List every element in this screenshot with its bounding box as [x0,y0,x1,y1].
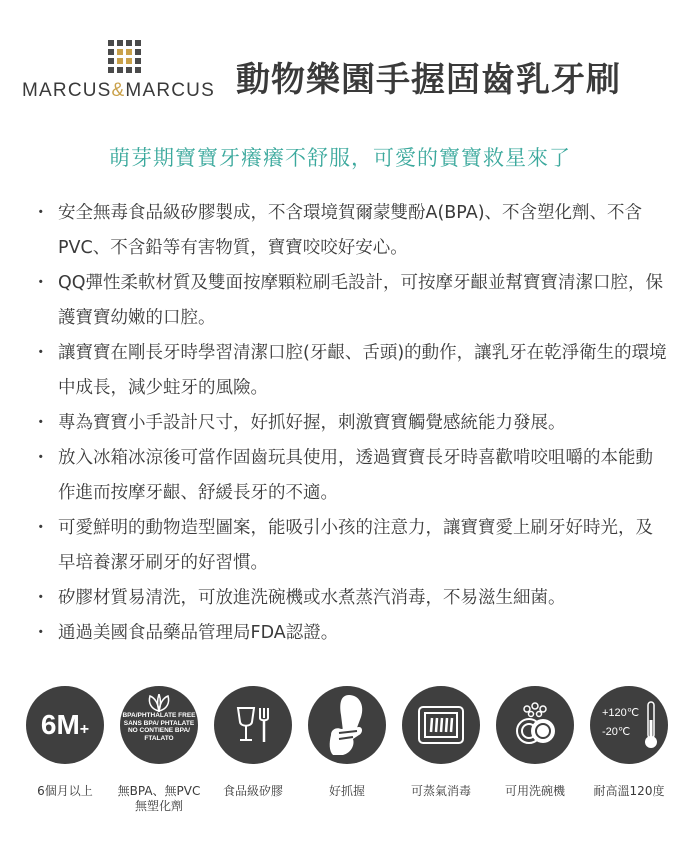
icon-caption-food-grade: 食品級矽膠 [222,784,283,798]
caption-line: 無塑化劑 [134,799,183,813]
feature-text: 專為寶寶小手設計尺寸，好抓好握，刺激寶寶觸覺感統能力發展。 [58,413,566,433]
feature-item [28,196,668,266]
feature-text: 通過美國食品藥品管理局FDA認證。 [58,623,339,643]
bpa-badge-line: BPA/PHTHALATE FREE [122,712,196,719]
icon-item-steam [396,686,486,799]
feature-text: 讓寶寶在剛長牙時學習清潔口腔(牙齦、舌頭)的動作，讓乳牙在乾淨衛生的環境中成長，減少蛀牙的風險。 [58,343,667,398]
caption-line: 無BPA、無PVC [117,784,201,798]
temp-low-label: -20℃ [602,726,631,738]
feature-text: 放入冰箱冰涼後可當作固齒玩具使用，透過寶寶長牙時喜歡啃咬咀嚼的本能動作進而按摩牙齦、舒緩長牙的不適。 [58,448,653,503]
icon-item-dishwasher [490,686,580,799]
feature-list [28,196,668,651]
logo-grid-icon [108,40,141,73]
product-title: 動物樂園手握固齒乳牙刷 [236,60,621,100]
steam-sterilizer-icon [402,686,480,764]
icon-item-food-grade [208,686,298,799]
age-badge-plus: + [79,721,90,738]
temp-high-label: +120℃ [602,707,640,719]
thermometer-icon [590,686,668,764]
temperature-range [602,706,639,738]
feature-item [28,406,668,441]
dishwasher-icon [496,686,574,764]
icon-caption-bpa-free [114,784,204,814]
icon-item-temperature [584,686,674,799]
brand-name [22,80,215,102]
feature-item [28,336,668,406]
feature-icons-row [20,686,670,816]
icon-item-age [20,686,110,799]
feature-text: QQ彈性柔軟材質及雙面按摩顆粒刷毛設計，可按摩牙齦並幫寶寶清潔口腔，保護寶寶幼嫩的口腔。 [58,273,664,328]
icon-caption-grip: 好抓握 [328,784,365,798]
bullet-mark: ・ [32,203,50,223]
age-badge-number: 6M [40,709,80,740]
icon-item-grip [302,686,392,799]
icon-item-bpa-free [114,686,204,814]
leaf-icon [144,694,174,712]
feature-item [28,441,668,511]
bullet-mark: ・ [32,518,50,538]
bpa-badge-line: SANS BPA/ PHTALATE [123,719,195,727]
bullet-mark: ・ [32,343,50,363]
hand-grip-icon [308,686,386,764]
feature-item [28,511,668,581]
icon-caption-steam: 可蒸氣消毒 [410,784,471,798]
bullet-mark: ・ [32,273,50,293]
icon-caption-age: 6個月以上 [37,784,93,798]
brand-name-left: MARCUS [22,80,112,101]
bullet-mark: ・ [32,448,50,468]
brand-ampersand: & [111,80,126,101]
feature-text: 矽膠材質易清洗，可放進洗碗機或水煮蒸汽消毒，不易滋生細菌。 [58,588,566,608]
feature-text: 可愛鮮明的動物造型圖案，能吸引小孩的注意力，讓寶寶愛上刷牙好時光，及早培養潔牙刷牙的好習慣。 [58,518,653,573]
bpa-free-icon [120,686,198,764]
feature-item [28,266,668,336]
feature-text: 安全無毒食品級矽膠製成，不含環境賀爾蒙雙酚A(BPA)、不含塑化劑、不含PVC、不含鉛等有害物質，寶寶咬咬好安心。 [58,203,643,258]
brand-logo [22,40,222,100]
brand-name-right: MARCUS [125,80,215,101]
subtitle: 萌芽期寶寶牙癢癢不舒服，可愛的寶寶救星來了 [109,146,571,170]
bullet-mark: ・ [32,588,50,608]
bpa-badge-line: FTALATO [144,734,174,742]
age-badge-icon [26,686,104,764]
feature-item [28,616,668,651]
glass-fork-icon [214,686,292,764]
header [0,0,680,120]
icon-caption-dishwasher: 可用洗碗機 [504,784,565,798]
icon-caption-temperature: 耐高溫120度 [593,784,665,798]
bullet-mark: ・ [32,413,50,433]
bpa-badge-text [122,712,195,742]
bpa-badge-line: NO CONTIENE BPA/ [127,727,190,734]
feature-item [28,581,668,616]
bullet-mark: ・ [32,623,50,643]
